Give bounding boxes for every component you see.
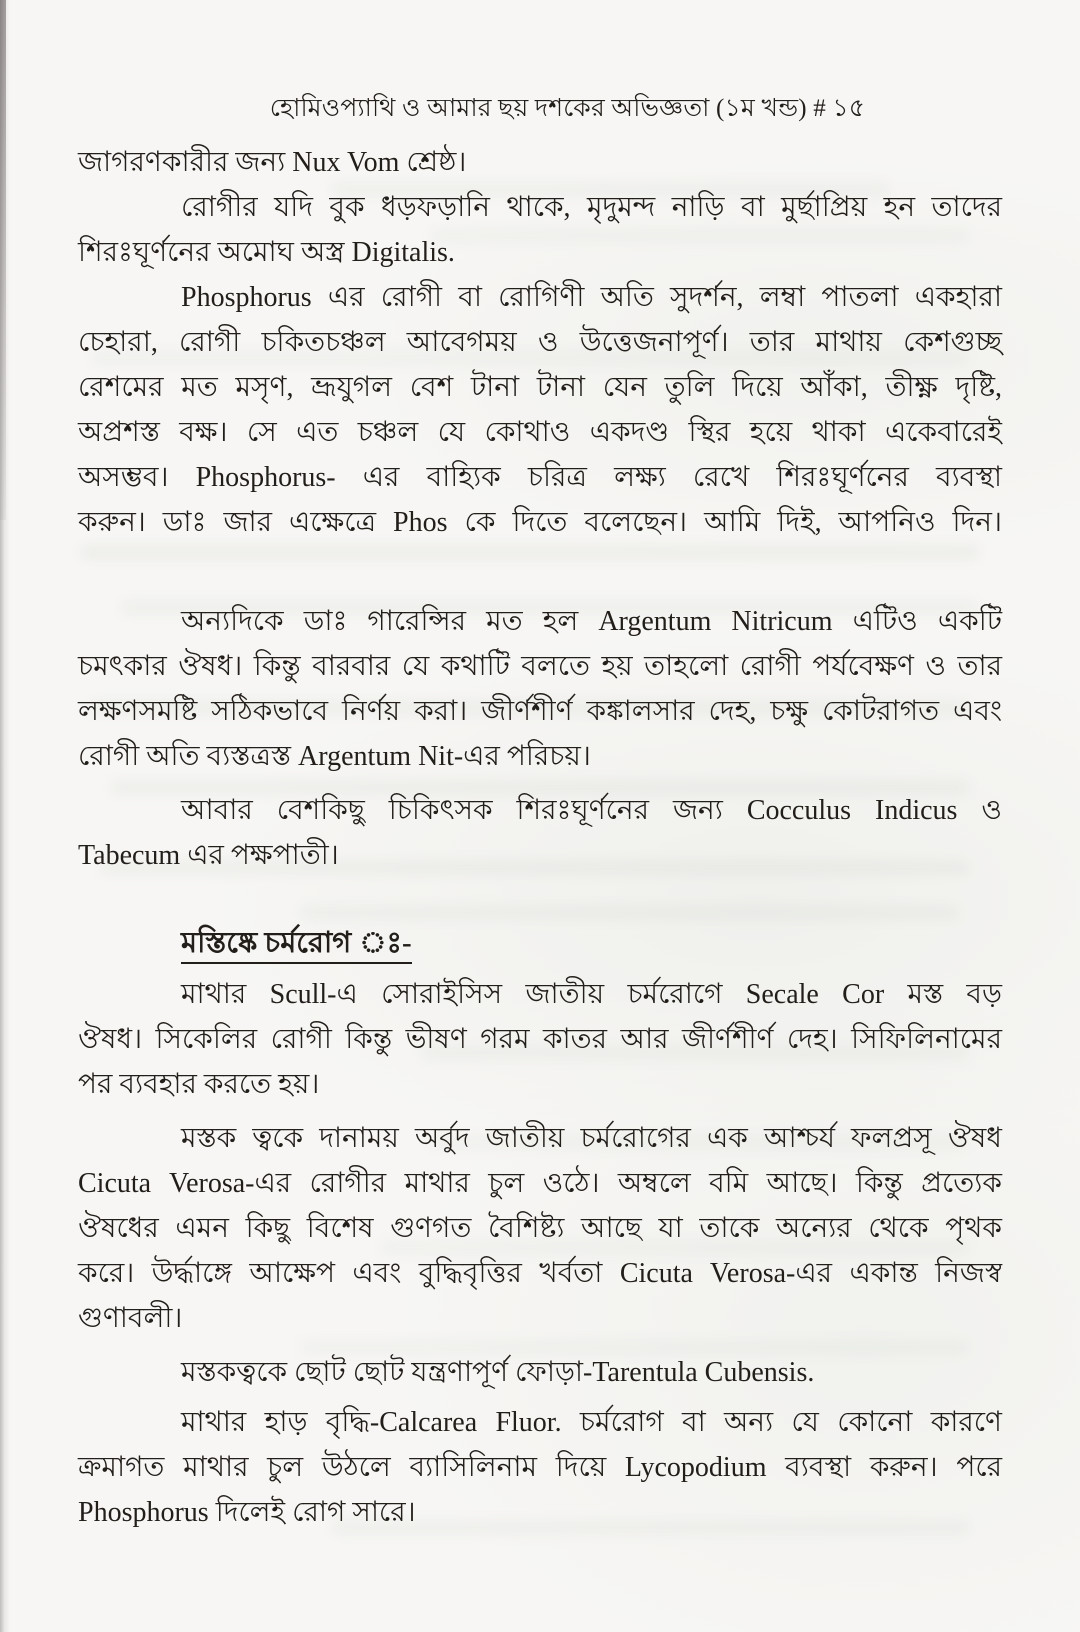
text-line: Phosphorus এর রোগী বা রোগিণী অতি সুদর্শন, লম্বা পাতলা একহারা [181, 282, 1002, 313]
section-heading-text: মস্তিষ্কে চর্মরোগ ঃ- [181, 927, 412, 964]
paragraph-phosphorus [78, 275, 1002, 545]
paragraph-cocculus [78, 788, 1002, 878]
text-line: লক্ষণসমষ্টি সঠিকভাবে নির্ণয় করা। জীর্ণশীর্ণ কঙ্কালসার দেহ, চক্ষু কোটরাগত এবং [78, 696, 1002, 727]
text-line: শিরঃঘূর্ণনের অমোঘ অস্ত্র Digitalis. [78, 237, 455, 268]
text-line: চেহারা, রোগী চকিতচঞ্চল আবেগময় ও উত্তেজনাপূর্ণ। তার মাথায় কেশগুচ্ছ [78, 327, 1002, 358]
text-line: মাথার হাড় বৃদ্ধি-Calcarea Fluor. চর্মরোগ বা অন্য যে কোনো কারণে [181, 1407, 1002, 1438]
text-line: রোগীর যদি বুক ধড়ফড়ানি থাকে, মৃদুমন্দ নাড়ি বা মুর্ছাপ্রিয় হন তাদের [181, 192, 1002, 223]
paragraph-secale-cor [78, 972, 1002, 1107]
text-line: Cicuta Verosa-এর রোগীর মাথার চুল ওঠে। অম্বলে বমি আছে। কিন্তু প্রত্যেক [78, 1168, 1002, 1199]
text-column [78, 88, 1002, 1535]
text-line: করুন। ডাঃ জার এক্ষেত্রে Phos কে দিতে বলেছেন। আমি দিই, আপনিও দিন। [78, 507, 1002, 538]
paragraph-digitalis [78, 185, 1002, 275]
text-line: করে। উর্দ্ধাঙ্গে আক্ষেপ এবং বুদ্ধিবৃত্তির খর্বতা Cicuta Verosa-এর একান্ত নিজস্ব [78, 1258, 1002, 1289]
text-line: গুণাবলী। [78, 1303, 183, 1334]
text-line: আবার বেশকিছু চিকিৎসক শিরঃঘূর্ণনের জন্য Cocculus Indicus ও [181, 795, 1002, 826]
text-line: Phosphorus দিলেই রোগ সারে। [78, 1497, 416, 1528]
text-line: রোগী অতি ব্যস্তত্রস্ত Argentum Nit-এর পরিচয়। [78, 741, 591, 772]
text-line: মস্তকত্বকে ছোট ছোট যন্ত্রণাপূর্ণ ফোড়া-Tarentula Cubensis. [181, 1357, 815, 1388]
paragraph-nux-vom [78, 140, 1002, 185]
section-heading [181, 920, 1002, 966]
text-line: অপ্রশস্ত বক্ষ। সে এত চঞ্চল যে কোথাও একদণ্ড স্থির হয়ে থাকা একেবারেই [78, 417, 1002, 448]
text-line: চমৎকার ঔষধ। কিন্তু বারবার যে কথাটি বলতে হয় তাহলো রোগী পর্যবেক্ষণ ও তার [78, 651, 1002, 682]
text-line: ঔষধ। সিকেলির রোগী কিন্তু ভীষণ গরম কাতর আর জীর্ণশীর্ণ দেহ। সিফিলিনামের [78, 1024, 1002, 1055]
text-line: মস্তক ত্বকে দানাময় অর্বুদ জাতীয় চর্মরোগের এক আশ্চর্য ফলপ্রসূ ঔষধ [181, 1123, 1002, 1154]
text-line: ঔষধের এমন কিছু বিশেষ গুণগত বৈশিষ্ট্য আছে যা তাকে অন্যের থেকে পৃথক [78, 1213, 1002, 1244]
paragraph-tarentula [78, 1350, 1002, 1395]
running-header: হোমিওপ্যাথি ও আমার ছয় দশকের অভিজ্ঞতা (১ম খন্ড) # ১৫ [269, 95, 866, 122]
text-line: ক্রমাগত মাথার চুল উঠলে ব্যাসিলিনাম দিয়ে Lycopodium ব্যবস্থা করুন। পরে [78, 1452, 1002, 1483]
paragraph-calcarea-fluor [78, 1400, 1002, 1535]
paragraph-cicuta-verosa [78, 1116, 1002, 1341]
text-line: রেশমের মত মসৃণ, ভ্রূযুগল বেশ টানা টানা যেন তুলি দিয়ে আঁকা, তীক্ষ্ণ দৃষ্টি, [78, 372, 1002, 403]
page-gutter-shadow-top [0, 0, 6, 520]
text-line: পর ব্যবহার করতে হয়। [78, 1069, 320, 1100]
text-line: অন্যদিকে ডাঃ গারেন্সির মত হল Argentum Nitricum এটিও একটি [181, 606, 1002, 637]
text-line: জাগরণকারীর জন্য Nux Vom শ্রেষ্ঠ। [78, 147, 467, 178]
text-line: মাথার Scull-এ সোরাইসিস জাতীয় চর্মরোগে Secale Cor মস্ত বড় [181, 979, 1002, 1010]
text-line: Tabecum এর পক্ষপাতী। [78, 840, 339, 871]
paragraph-argentum-nitricum [78, 599, 1002, 779]
text-line: অসম্ভব। Phosphorus- এর বাহ্যিক চরিত্র লক্ষ্য রেখে শিরঃঘূর্ণনের ব্যবস্থা [78, 462, 1002, 493]
